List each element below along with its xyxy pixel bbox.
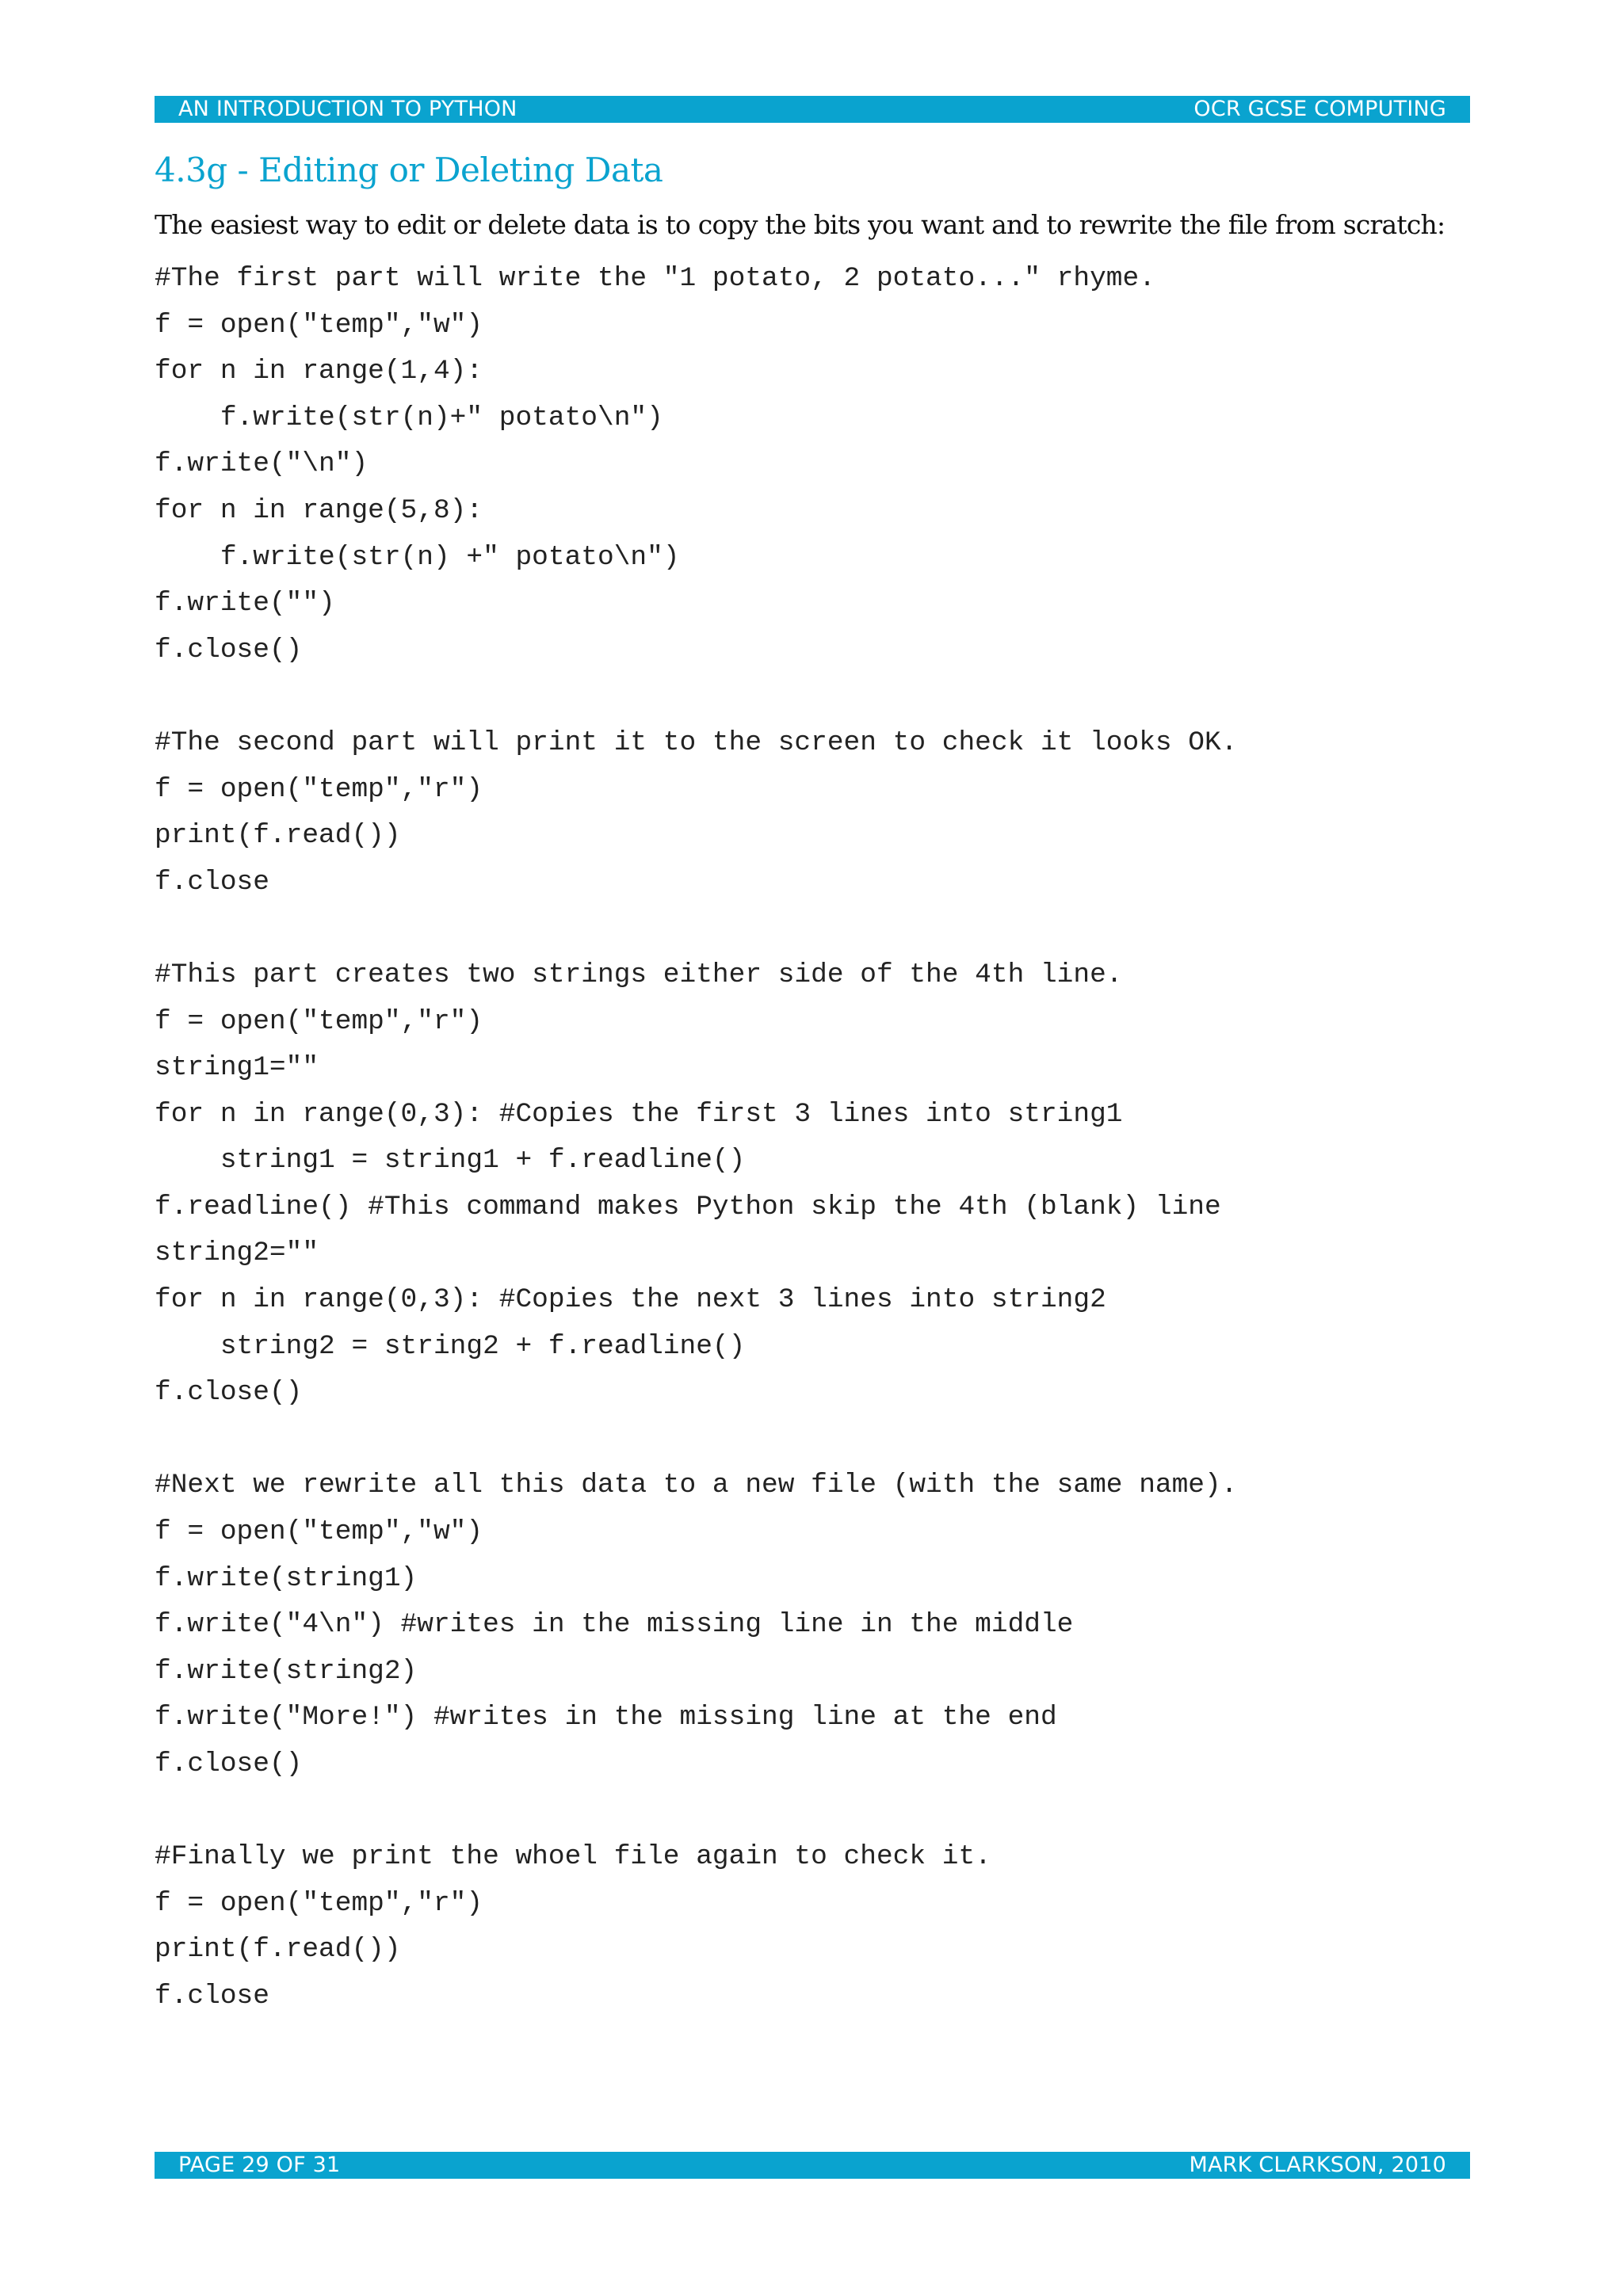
- code-line: f.readline() #This command makes Python skip the 4th (blank) line: [155, 1191, 1221, 1222]
- code-line: f.write(str(n) +" potato\n"): [155, 541, 680, 573]
- page-number: PAGE 29 OF 31: [178, 2153, 341, 2177]
- code-line: f.write("\n"): [155, 448, 369, 480]
- code-line: f.close(): [155, 1749, 303, 1779]
- code-line: string1="": [155, 1052, 319, 1084]
- code-line: f.write("More!") #writes in the missing line at the end: [155, 1702, 1057, 1733]
- code-line: f = open("temp","r"): [155, 1887, 483, 1919]
- code-line: f.write("4\n") #writes in the missing line in the middle: [155, 1609, 1074, 1641]
- code-line: f.write(string1): [155, 1562, 418, 1594]
- code-line: f.close(): [155, 634, 303, 666]
- code-line: f.close(): [155, 1377, 303, 1409]
- code-line: #Finally we print the whoel file again to check it.: [155, 1841, 991, 1873]
- footer-bar: [155, 2152, 1470, 2179]
- code-line: #The second part will print it to the screen to check it looks OK.: [155, 727, 1238, 758]
- code-line: string2="": [155, 1238, 319, 1269]
- code-line: print(f.read()): [155, 820, 401, 852]
- code-line: #The first part will write the "1 potato, 2 potato..." rhyme.: [155, 263, 1155, 294]
- header-bar: [155, 96, 1470, 123]
- header-course-name: OCR GCSE COMPUTING: [1193, 97, 1446, 121]
- code-line: for n in range(5,8):: [155, 494, 483, 526]
- code-line: f.write(""): [155, 588, 335, 620]
- code-line: for n in range(1,4):: [155, 356, 483, 387]
- code-line: f.write(string2): [155, 1655, 418, 1687]
- code-line: [155, 1417, 1237, 1463]
- code-block: [155, 256, 1237, 2020]
- code-line: f = open("temp","w"): [155, 1516, 483, 1548]
- author-credit: MARK CLARKSON, 2010: [1189, 2153, 1446, 2177]
- code-line: [155, 906, 1237, 952]
- code-line: print(f.read()): [155, 1934, 401, 1966]
- code-line: f.close: [155, 1980, 269, 2012]
- section-title: 4.3g - Editing or Deleting Data: [155, 151, 663, 189]
- code-line: for n in range(0,3): #Copies the next 3 lines into string2: [155, 1284, 1106, 1316]
- code-line: f = open("temp","r"): [155, 773, 483, 805]
- code-line: f.write(str(n)+" potato\n"): [155, 402, 663, 433]
- code-line: [155, 1788, 1237, 1835]
- code-line: f = open("temp","r"): [155, 1005, 483, 1037]
- code-line: string2 = string2 + f.readline(): [155, 1330, 746, 1362]
- code-line: string1 = string1 + f.readline(): [155, 1145, 746, 1177]
- code-line: f.close: [155, 866, 269, 898]
- intro-paragraph: The easiest way to edit or delete data is to copy the bits you want and to rewrite the file from scratch:: [155, 209, 1445, 240]
- header-course-title: AN INTRODUCTION TO PYTHON: [178, 97, 517, 121]
- code-line: for n in range(0,3): #Copies the first 3 lines into string1: [155, 1098, 1123, 1130]
- code-line: #This part creates two strings either side of the 4th line.: [155, 959, 1123, 990]
- code-line: [155, 673, 1237, 720]
- code-line: #Next we rewrite all this data to a new file (with the same name).: [155, 1470, 1238, 1501]
- code-line: f = open("temp","w"): [155, 309, 483, 341]
